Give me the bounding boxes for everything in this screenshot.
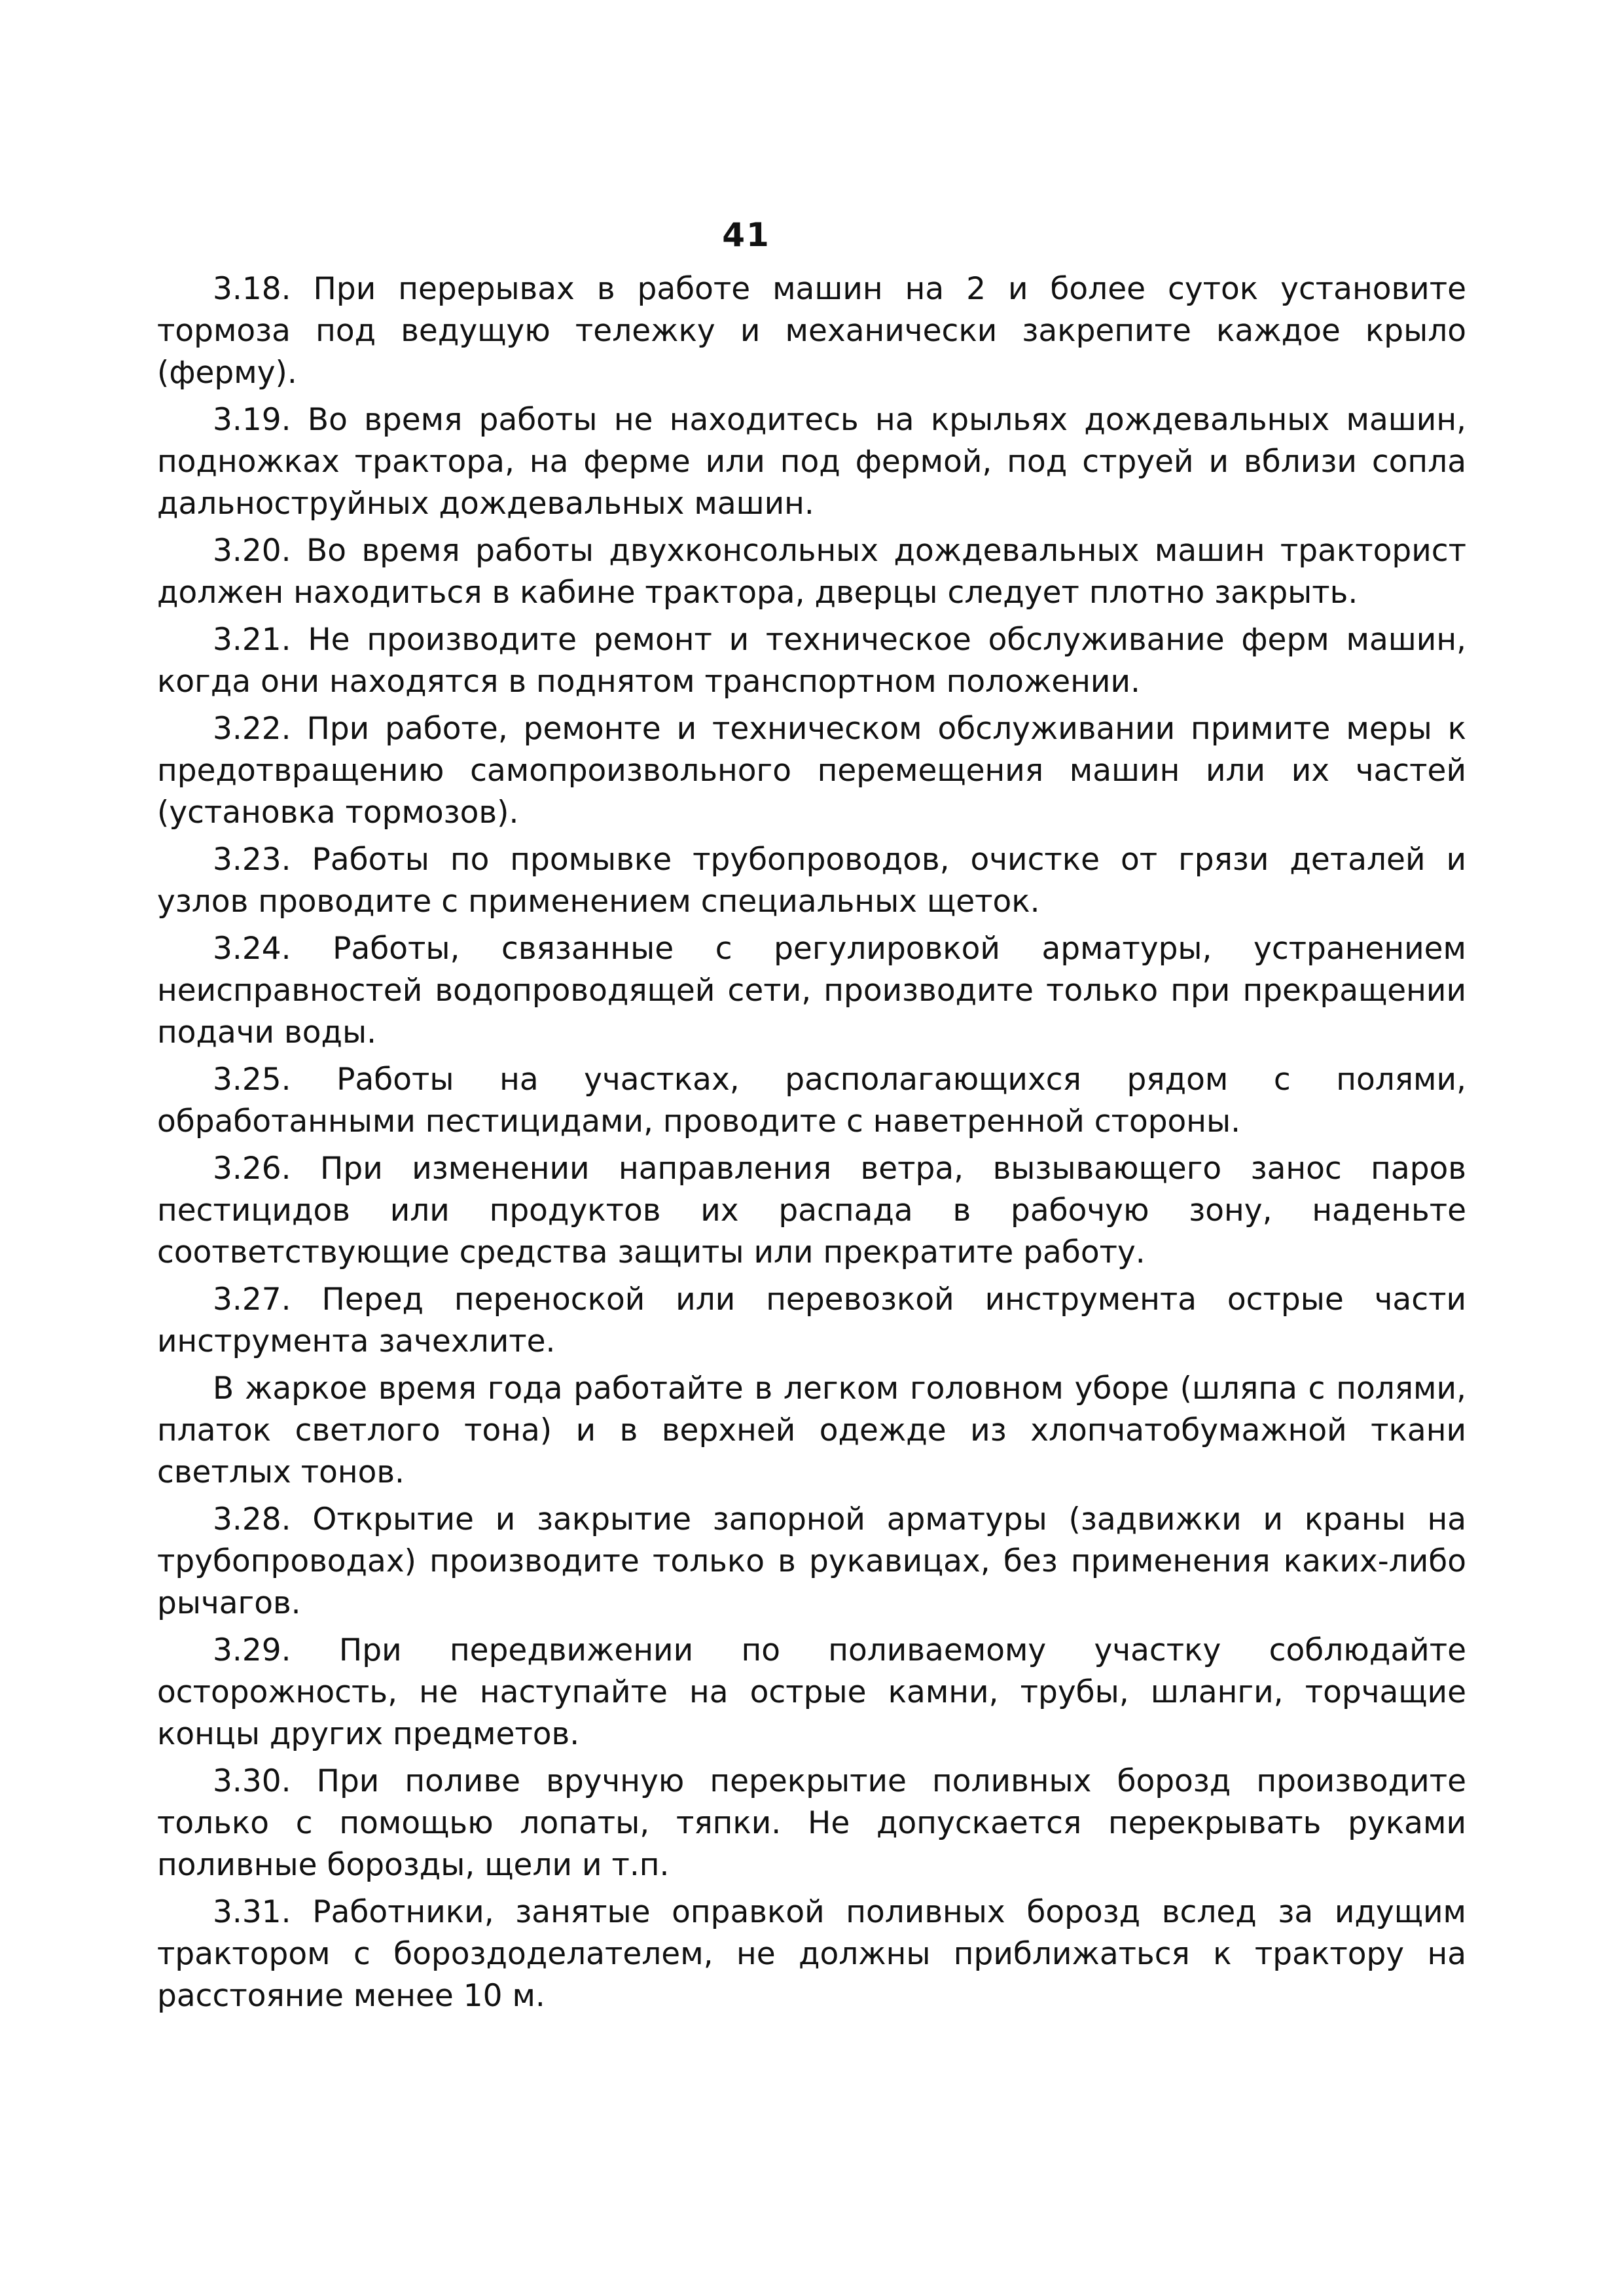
paragraph-3-27-hot-weather: В жаркое время года работайте в легком головном уборе (шляпа с полями, платок светлого тона) и в верхней одежде из хлопчатобумажной ткани светлых тонов.: [157, 1371, 1466, 1490]
paragraph-3-20: 3.20. Во время работы двухконсольных дождевальных машин тракторист должен находиться в кабине трактора, дверцы следует плотно закрыть.: [157, 533, 1466, 611]
paragraph-3-21: 3.21. Не производите ремонт и техническое обслуживание ферм машин, когда они находятся в поднятом транспортном положении.: [157, 622, 1466, 700]
paragraph-3-31: 3.31. Работники, занятые оправкой поливных борозд вслед за идущим трактором с бороздоделателем, не должны приближаться к трактору на расстояние менее 10 м.: [157, 1894, 1466, 2014]
paragraph-3-24: 3.24. Работы, связанные с регулировкой арматуры, устранением неисправностей водопроводящей сети, производите только при прекращении подачи воды.: [157, 931, 1466, 1050]
paragraph-3-25: 3.25. Работы на участках, располагающихся рядом с полями, обработанными пестицидами, проводите с наветренной стороны.: [157, 1062, 1466, 1139]
paragraph-3-26: 3.26. При изменении направления ветра, вызывающего занос паров пестицидов или продуктов их распада в рабочую зону, наденьте соответствующие средства защиты или прекратите работу.: [157, 1151, 1466, 1270]
paragraph-3-19: 3.19. Во время работы не находитесь на крыльях дождевальных машин, подножках трактора, на ферме или под фермой, под струей и вблизи сопла дальноструйных дождевальных машин.: [157, 402, 1466, 522]
page-number: 41: [722, 216, 770, 254]
paragraph-3-29: 3.29. При передвижении по поливаемому участку соблюдайте осторожность, не наступайте на острые камни, трубы, шланги, торчащие концы других предметов.: [157, 1632, 1466, 1752]
document-body: [157, 268, 1466, 2022]
paragraph-3-18: 3.18. При перерывах в работе машин на 2 и более суток установите тормоза под ведущую тележку и механически закрепите каждое крыло (ферму).: [157, 271, 1466, 391]
paragraph-3-23: 3.23. Работы по промывке трубопроводов, очистке от грязи деталей и узлов проводите с применением специальных щеток.: [157, 842, 1466, 920]
paragraph-3-22: 3.22. При работе, ремонте и техническом обслуживании примите меры к предотвращению самопроизвольного перемещения машин или их частей (установка тормозов).: [157, 711, 1466, 831]
paragraph-3-30: 3.30. При поливе вручную перекрытие поливных борозд производите только с помощью лопаты, тяпки. Не допускается перекрывать руками поливные борозды, щели и т.п.: [157, 1763, 1466, 1883]
paragraph-3-28: 3.28. Открытие и закрытие запорной арматуры (задвижки и краны на трубопроводах) производите только в рукавицах, без применения каких-либо рычагов.: [157, 1501, 1466, 1621]
paragraph-3-27: 3.27. Перед переноской или перевозкой инструмента острые части инструмента зачехлите.: [157, 1282, 1466, 1359]
